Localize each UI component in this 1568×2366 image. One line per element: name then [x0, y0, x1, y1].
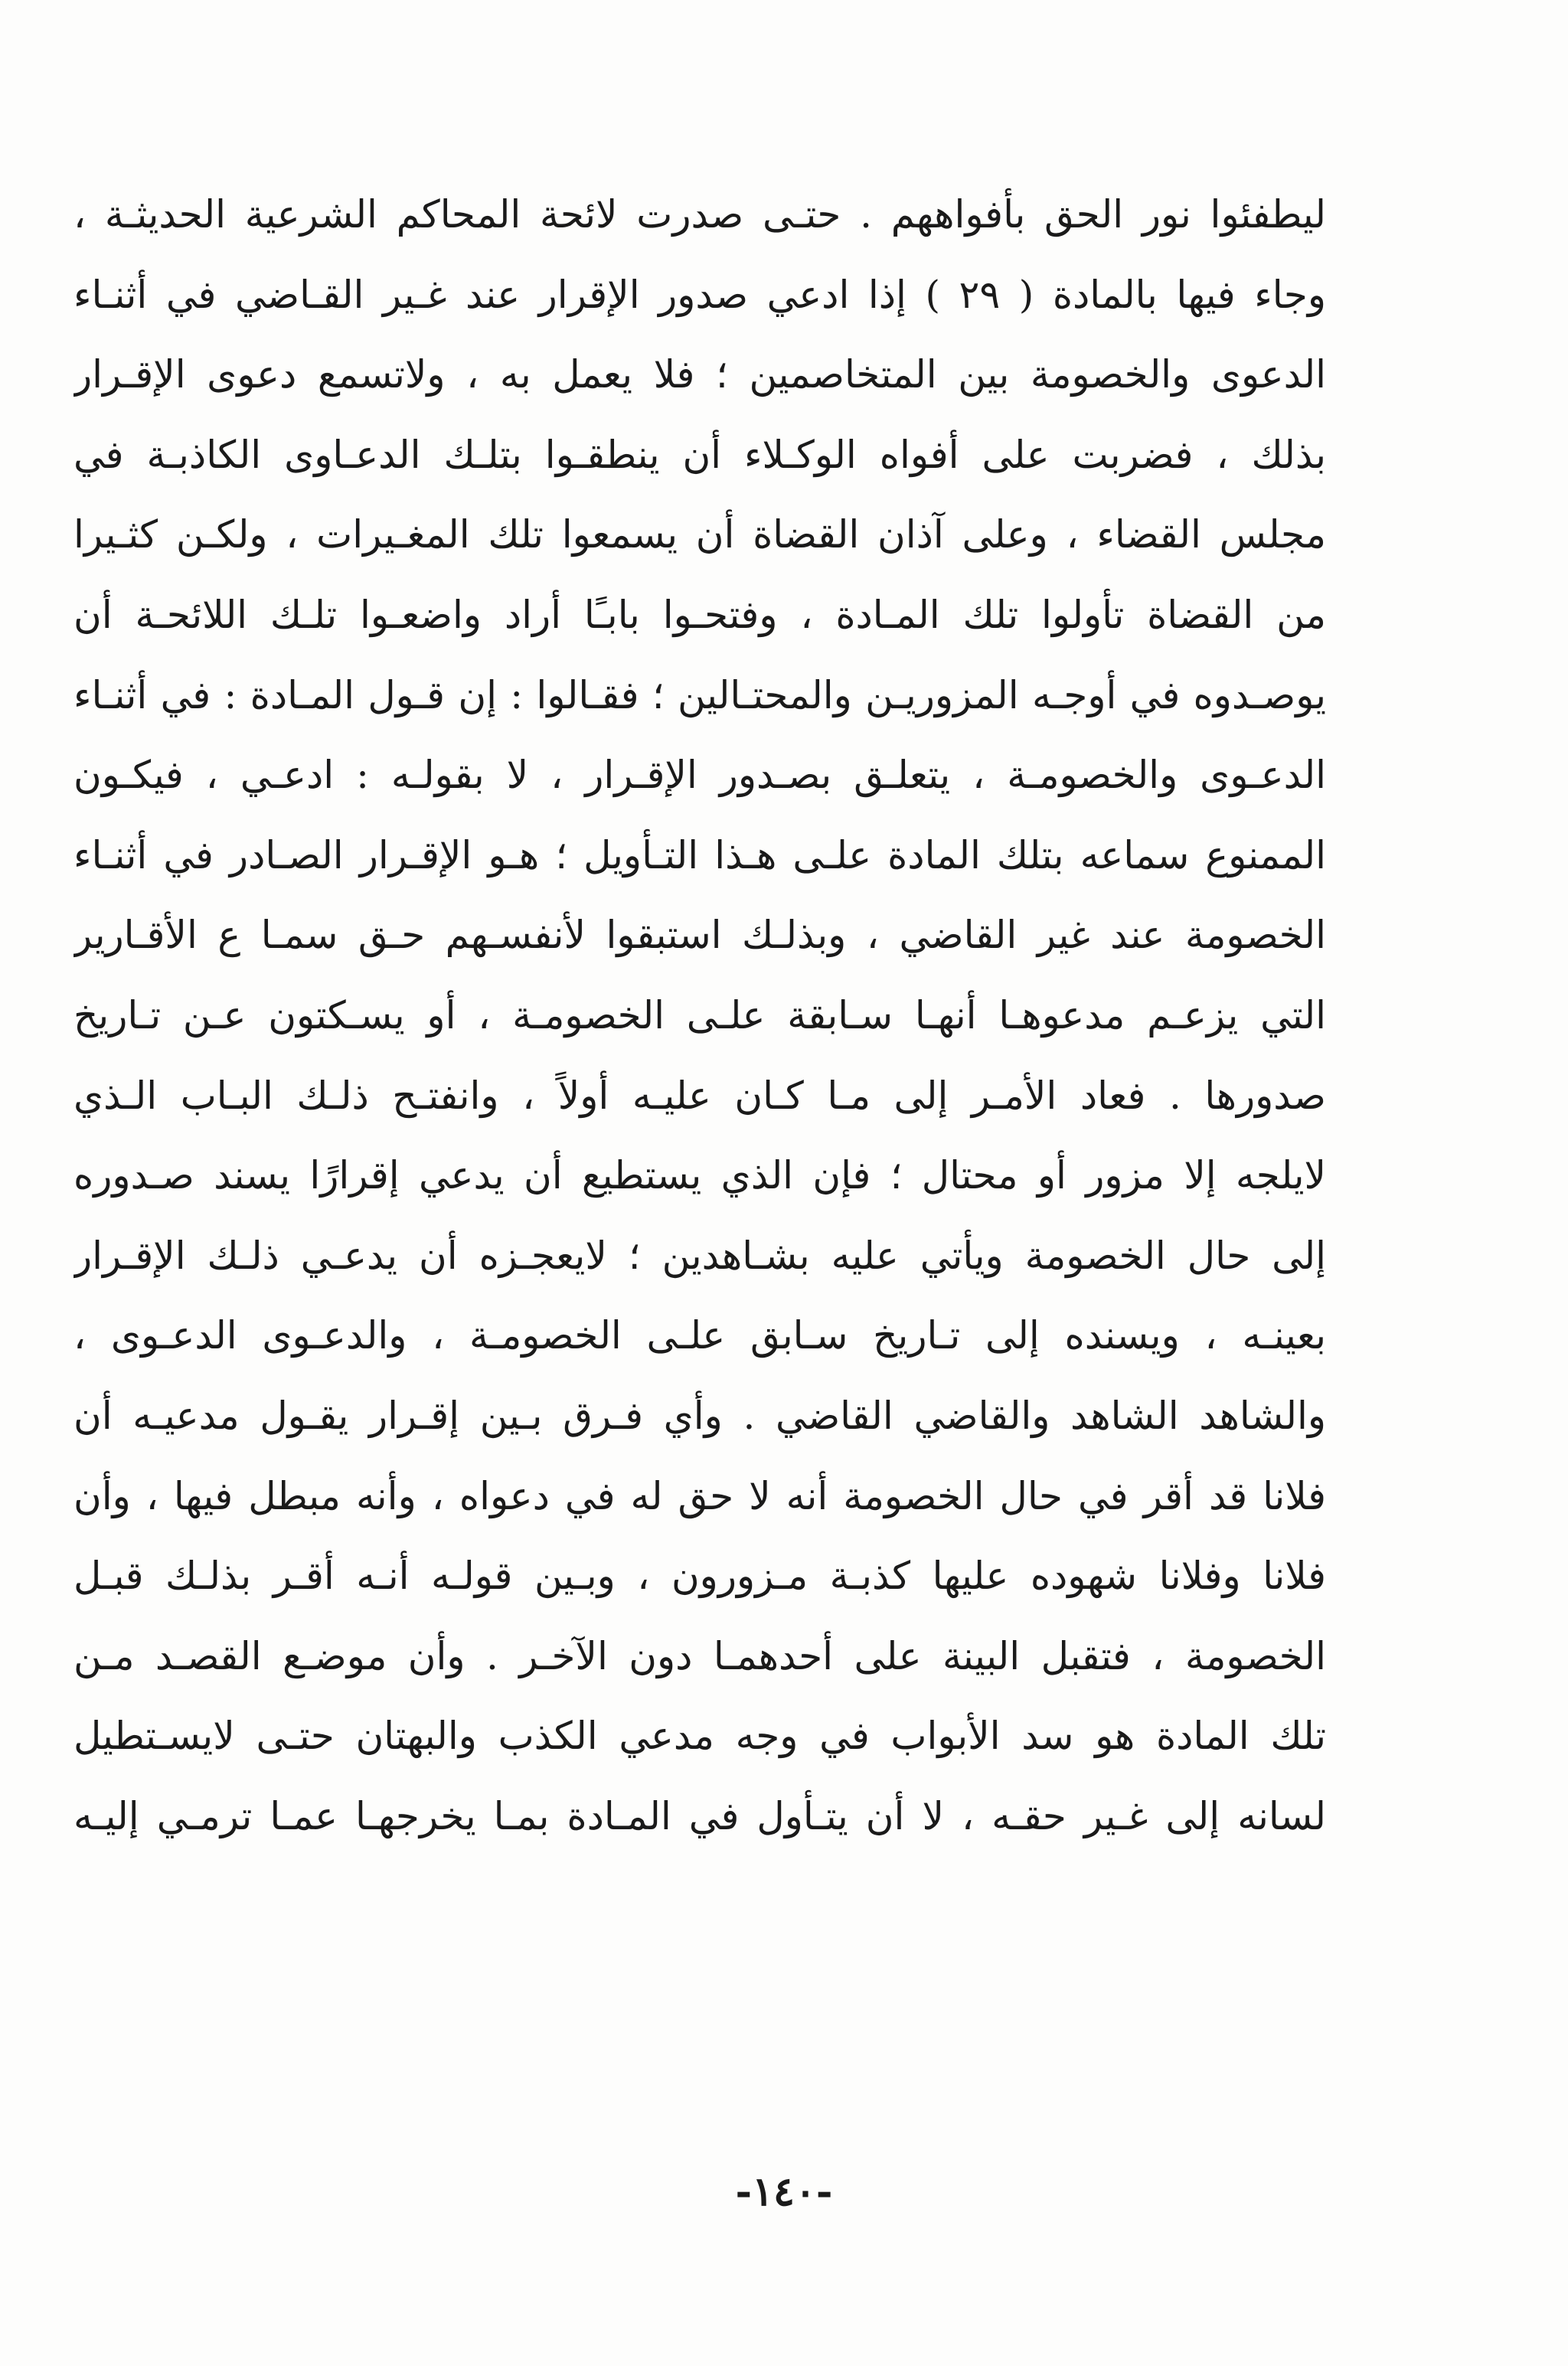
- text-line: ليطفئوا نور الحق بأفواههم . حتـى صدرت لائحة المحاكم الشرعية الحديثـة ،: [74, 192, 1326, 237]
- text-line: من القضاة تأولوا تلك المـادة ، وفتحـوا بابـًا أراد واضعـوا تلـك اللائحـة أن: [74, 592, 1326, 637]
- text-line: فلانا وفلانا شهوده عليها كذبـة مـزورون ، وبـين قولـه أنـه أقـر بذلـك قبـل: [74, 1554, 1326, 1599]
- text-line: بعينـه ، ويسنده إلى تـاريخ سـابق علـى الخصومـة ، والدعـوى الدعـوى ،: [74, 1313, 1326, 1358]
- text-line: فلانا قد أقر في حال الخصومة أنه لا حق له في دعواه ، وأنه مبطل فيها ، وأن: [74, 1473, 1326, 1518]
- body-text: [74, 175, 1326, 1856]
- text-line: الخصومة ، فتقبل البينة على أحدهمـا دون الآخـر . وأن موضـع القصـد مـن: [74, 1633, 1326, 1678]
- text-line: الممنوع سماعه بتلك المادة علـى هـذا التـأويل ؛ هـو الإقـرار الصـادر في أثنـاء: [74, 832, 1326, 877]
- text-line: إلى حال الخصومة ويأتي عليه بشـاهدين ؛ لايعجـزه أن يدعـي ذلـك الإقـرار: [74, 1233, 1326, 1278]
- text-line: تلك المادة هو سد الأبواب في وجه مدعي الكذب والبهتان حتـى لايسـتطيل: [74, 1714, 1326, 1759]
- text-line: التي يزعـم مدعوهـا أنهـا سـابقة علـى الخصومـة ، أو يسـكتون عـن تـاريخ: [74, 992, 1326, 1038]
- text-line: صدورها . فعاد الأمـر إلى مـا كـان عليـه أولاً ، وانفتـح ذلـك البـاب الـذي: [74, 1073, 1326, 1118]
- text-line: مجلس القضاء ، وعلى آذان القضاة أن يسمعوا تلك المغـيرات ، ولكـن كثـيرا: [74, 512, 1326, 557]
- text-line: يوصـدوه في أوجـه المزوريـن والمحتـالين ؛ فقـالوا : إن قـول المـادة : في أثنـاء: [74, 672, 1326, 717]
- text-line: لسانه إلى غـير حقـه ، لا أن يتـأول في المـادة بمـا يخرجهـا عمـا ترمـي إليـه: [74, 1793, 1326, 1838]
- text-line: الدعـوى والخصومـة ، يتعلـق بصـدور الإقـرار ، لا بقولـه : ادعـي ، فيكـون: [74, 753, 1326, 798]
- text-line: وجاء فيها بالمادة ( ٢٩ ) إذا ادعي صدور الإقرار عند غـير القـاضي في أثنـاء: [74, 272, 1326, 317]
- text-line: لايلجه إلا مزور أو محتال ؛ فإن الذي يستطيع أن يدعي إقرارًا يسند صـدوره: [74, 1153, 1326, 1198]
- page-number: -١٤٠-: [735, 2168, 833, 2215]
- text-line: بذلك ، فضربت على أفواه الوكـلاء أن ينطقـوا بتلـك الدعـاوى الكاذبـة في: [74, 432, 1326, 477]
- text-line: والشاهد الشاهد والقاضي القاضي . وأي فـرق بـين إقـرار يقـول مدعيـه أن: [74, 1393, 1326, 1438]
- text-line: الخصومة عند غير القاضي ، وبذلـك استبقوا لأنفسـهم حـق سمـا ع الأقـارير: [74, 913, 1326, 958]
- text-line: الدعوى والخصومة بين المتخاصمين ؛ فلا يعمل به ، ولاتسمع دعوى الإقـرار: [74, 352, 1326, 397]
